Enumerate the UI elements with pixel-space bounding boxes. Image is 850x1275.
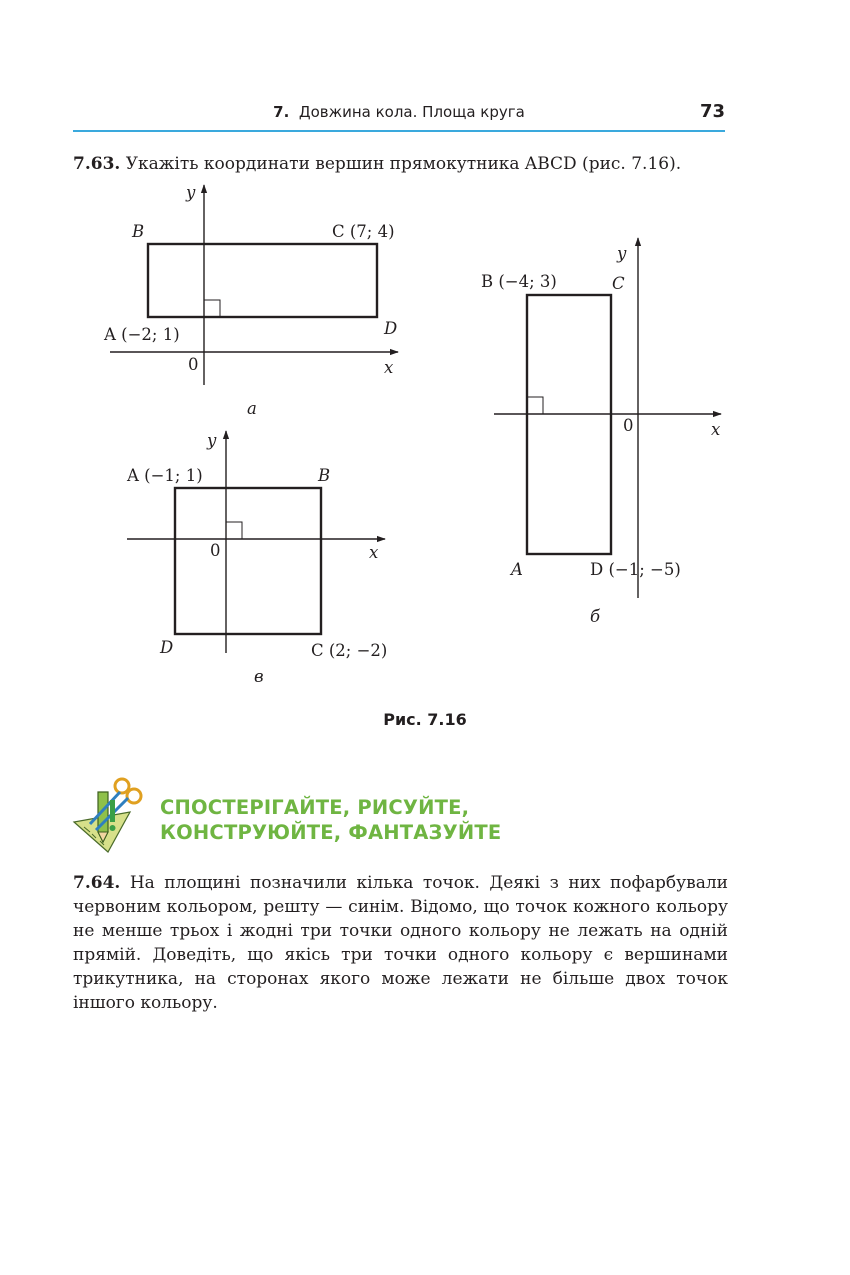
ruler-scissors-pencil-icon: [70, 772, 152, 854]
section-heading: [160, 795, 501, 845]
vertex-c-label: C (7; 4): [332, 222, 395, 241]
chapter-number: 7.: [273, 103, 290, 121]
problem-text: Укажіть координати вершин прямокутника ABCD (рис. 7.16).: [125, 154, 682, 174]
problem-number: 7.64.: [73, 873, 121, 893]
chapter-title-text: Довжина кола. Площа круга: [298, 103, 525, 121]
panel-b: [494, 238, 721, 598]
vertex-d-label: D: [160, 638, 174, 657]
page-number: 73: [699, 101, 725, 122]
origin-label: 0: [623, 416, 634, 435]
section-title-line1: СПОСТЕРІГАЙТЕ, РИСУЙТЕ,: [160, 796, 470, 819]
vertex-b-label: B (−4; 3): [481, 272, 557, 291]
vertex-b-label: B: [132, 222, 145, 241]
axis-label-x: x: [711, 420, 721, 439]
panel-label: б: [590, 607, 601, 626]
panel-v: [127, 431, 385, 653]
problem-number: 7.63.: [73, 154, 121, 174]
figure-caption: Рис. 7.16: [383, 710, 467, 729]
right-angle-mark: [226, 522, 242, 539]
problem-7-64: [73, 871, 728, 1015]
vertex-a-label: A (−1; 1): [127, 466, 203, 485]
origin-label: 0: [210, 541, 221, 560]
panel-label: в: [254, 667, 264, 686]
panel-a: [110, 185, 398, 385]
right-angle-mark: [204, 300, 220, 317]
axis-label-y: y: [207, 431, 217, 450]
origin-label: 0: [188, 355, 199, 374]
problem-text: На площині позначили кілька точок. Деякі з них пофарбували червоним кольором, решту — синім. Відомо, що точок кожного кольору не менше трьох і жодні три точки одного кольору не лежать на одній прямій. Доведіть, що якісь три точки одного кольору є вершинами трикутника, на сторонах якого може лежати не більше двох точок іншого кольору.: [73, 873, 728, 1013]
axis-label-y: y: [617, 244, 627, 263]
right-angle-mark: [527, 397, 543, 414]
vertex-b-label: B: [318, 466, 331, 485]
axis-label-y: y: [186, 183, 196, 202]
rectangle-abcd: [527, 295, 611, 554]
rectangle-abcd: [175, 488, 321, 634]
vertex-c-label: C (2; −2): [311, 641, 388, 660]
axis-label-x: x: [369, 543, 379, 562]
vertex-d-label: D: [384, 319, 398, 338]
vertex-a-label: A: [511, 560, 523, 579]
vertex-c-label: C: [612, 274, 625, 293]
section-title-line2: КОНСТРУЮЙТЕ, ФАНТАЗУЙТЕ: [160, 821, 502, 844]
axis-label-x: x: [384, 358, 394, 377]
panel-label: а: [247, 399, 257, 418]
vertex-d-label: D (−1; −5): [590, 560, 681, 579]
rectangle-abcd: [148, 244, 377, 317]
vertex-a-label: A (−2; 1): [104, 325, 180, 344]
